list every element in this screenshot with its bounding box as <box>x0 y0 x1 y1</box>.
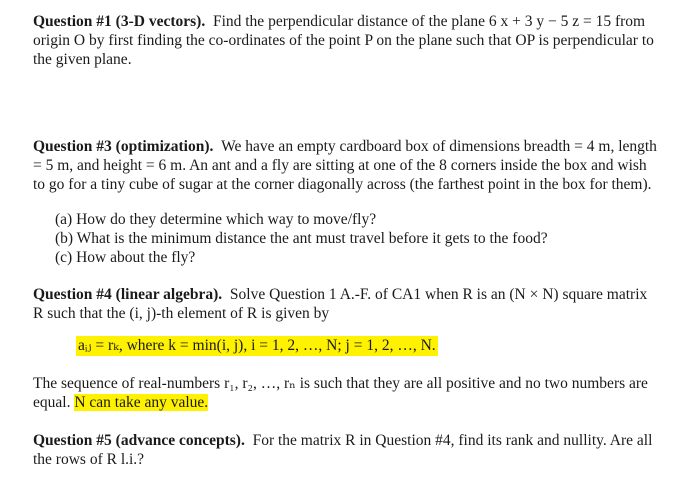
question-1-line-1 <box>33 12 677 31</box>
question-4-sequence <box>33 374 677 412</box>
subquestion-c: (c) How about the fly? <box>55 249 196 266</box>
question-5 <box>33 431 677 469</box>
question-1-text-1: Find the perpendicular distance of the plane 6 x + 3 y − 5 z = 15 from <box>212 13 646 30</box>
question-3-line-1 <box>33 137 677 156</box>
question-5-line-1 <box>33 431 677 450</box>
highlighted-note: N can take any value. <box>74 394 209 411</box>
subquestion-a: (a) How do they determine which way to move/fly? <box>55 211 377 228</box>
sequence-line-1: The sequence of real-numbers r₁, r₂, …, rₙ is such that they are all positive and no two numbers are <box>33 375 648 392</box>
question-5-text-1: For the matrix R in Question #4, find its rank and nullity. Are all <box>252 432 653 449</box>
question-5-line-2: the rows of R l.i.? <box>33 451 145 468</box>
question-1 <box>33 12 677 69</box>
question-3 <box>33 137 677 194</box>
question-4-heading: Question #4 (linear algebra). <box>33 286 223 303</box>
question-3-text-1: We have an empty cardboard box of dimensions breadth = 4 m, length <box>221 138 657 155</box>
question-1-line-2: origin O by first finding the co-ordinates of the point P on the plane such that OP is perpendicular to <box>33 32 654 49</box>
question-4 <box>33 285 677 323</box>
question-4-line-1 <box>33 285 677 304</box>
subquestion-b: (b) What is the minimum distance the ant must travel before it gets to the food? <box>55 230 548 247</box>
question-3-line-3: to go for a tiny cube of sugar at the corner diagonally across (the farthest point in the box for them). <box>33 176 652 193</box>
question-5-heading: Question #5 (advance concepts). <box>33 432 245 449</box>
question-4-line-2: R such that the (i, j)-th element of R is given by <box>33 305 330 322</box>
question-3-line-2: = 5 m, and height = 6 m. An ant and a fly are sitting at one of the 8 corners inside the box and wish <box>33 157 647 174</box>
highlighted-formula: aᵢⱼ = rₖ, where k = min(i, j), i = 1, 2, …, N; j = 1, 2, …, N. <box>78 337 436 354</box>
question-3-heading: Question #3 (optimization). <box>33 138 214 155</box>
question-1-line-3: the given plane. <box>33 51 132 68</box>
sequence-line-2 <box>33 393 677 412</box>
sequence-text: equal. <box>33 394 71 411</box>
question-3-subquestions <box>55 210 675 267</box>
question-4-text-1: Solve Question 1 A.-F. of CA1 when R is an (N × N) square matrix <box>229 286 648 303</box>
question-1-heading: Question #1 (3-D vectors). <box>33 13 206 30</box>
